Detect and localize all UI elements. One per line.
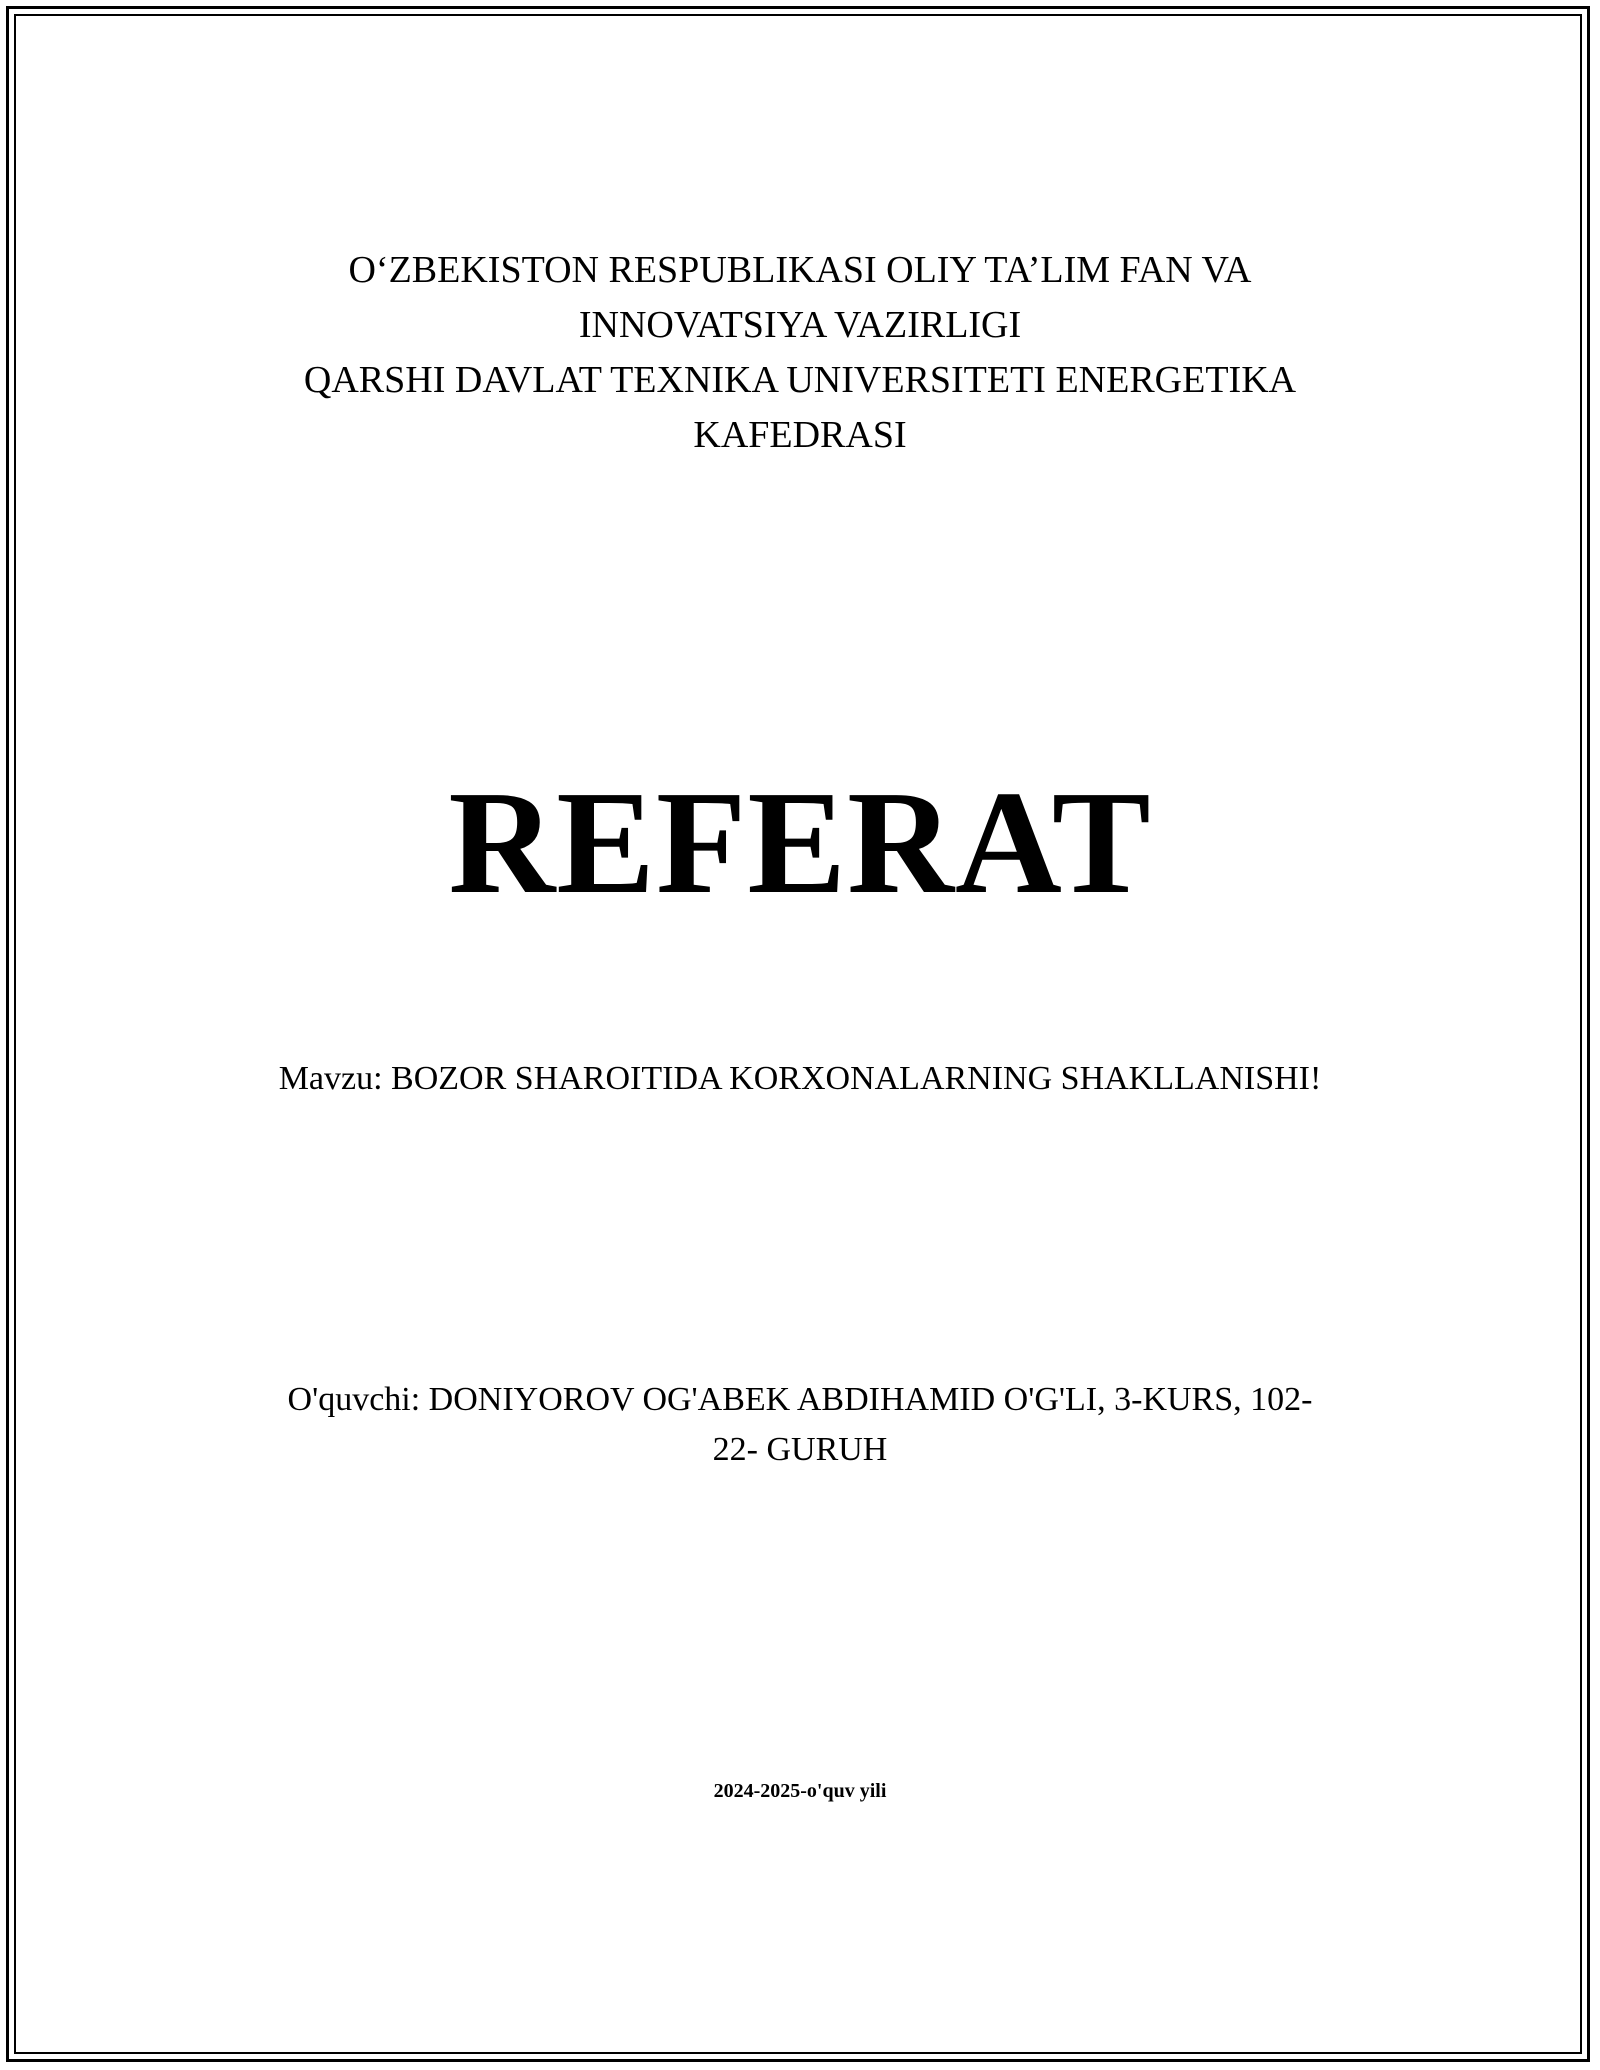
header-line-4: KAFEDRASI — [693, 414, 907, 456]
institution-header — [0, 243, 1600, 463]
student-line-2: 22- GURUH — [712, 1431, 888, 1468]
student-info — [0, 1375, 1600, 1475]
header-line-1: O‘ZBEKISTON RESPUBLIKASI OLIY TA’LIM FAN VA — [348, 249, 1252, 291]
topic-line: Mavzu: BOZOR SHAROITIDA KORXONALARNING SHAKLLANISHI! — [278, 1060, 1322, 1097]
header-line-2: INNOVATSIYA VAZIRLIGI — [578, 304, 1022, 346]
header-line-3: QARSHI DAVLAT TEXNIKA UNIVERSITETI ENERGETIKA — [303, 359, 1297, 401]
document-title: REFERAT — [448, 761, 1152, 925]
academic-year: 2024-2025-o'quv yili — [713, 1780, 887, 1802]
student-line-1: O'quvchi: DONIYOROV OG'ABEK ABDIHAMID O'G'LI, 3-KURS, 102- — [287, 1381, 1313, 1418]
